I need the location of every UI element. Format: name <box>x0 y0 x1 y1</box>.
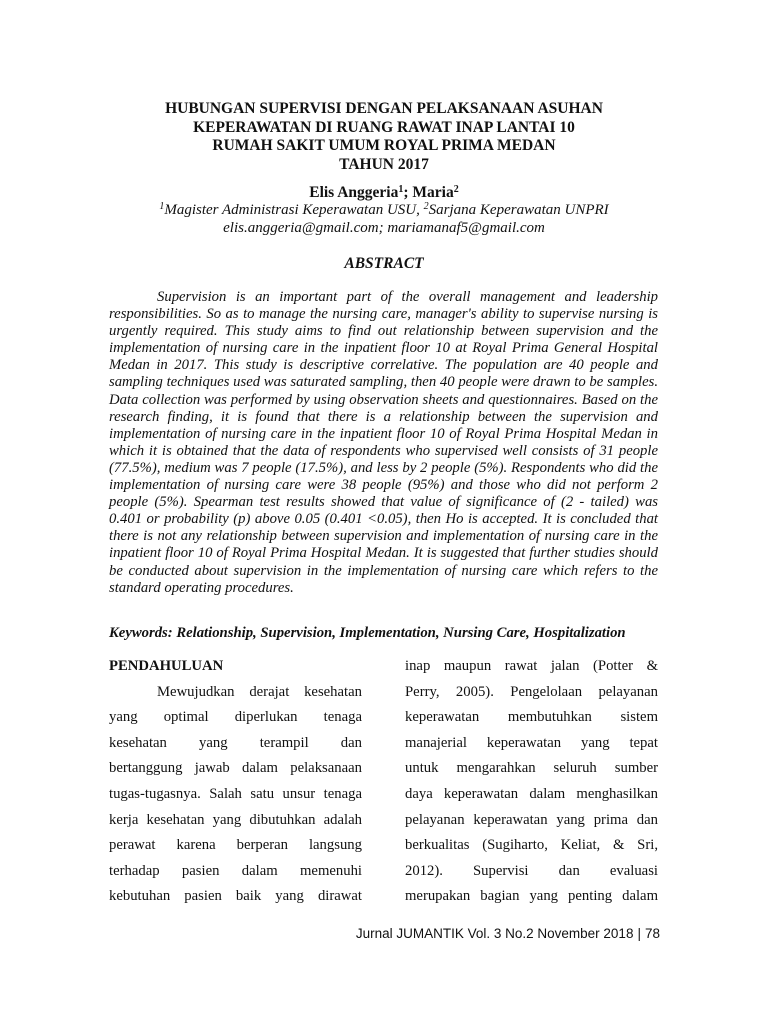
author-1-sup: 1 <box>398 184 404 195</box>
affil-1-sup: 1 <box>159 201 165 212</box>
body-line: yang optimal diperlukan tenaga <box>109 709 362 726</box>
body-line: Perry, 2005). Pengelolaan pelayanan <box>405 683 658 700</box>
body-line: kebutuhan pasien baik yang dirawat <box>109 888 362 905</box>
author-separator: ; <box>403 184 413 201</box>
keywords: Keywords: Relationship, Supervision, Implementation, Nursing Care, Hospitalization <box>109 625 626 641</box>
affiliations <box>90 201 678 237</box>
article-title <box>100 100 668 174</box>
body-line: daya keperawatan dalam menghasilkan <box>405 785 658 802</box>
footer-separator: | <box>637 926 641 941</box>
body-line: perawat karena berperan langsung <box>109 837 362 854</box>
affil-2-sup: 2 <box>423 201 429 212</box>
section-heading-pendahuluan: PENDAHULUAN <box>109 658 224 674</box>
title-line-1: HUBUNGAN SUPERVISI DENGAN PELAKSANAAN ASUHAN <box>165 100 603 117</box>
author-1-name: Elis Anggeria <box>309 184 399 201</box>
page-number: 78 <box>644 926 660 941</box>
affil-1-text: Magister Administrasi Keperawatan USU, <box>164 202 424 218</box>
body-line: inap maupun rawat jalan (Potter & <box>405 658 658 674</box>
body-line: terhadap pasien dalam memenuhi <box>109 862 362 879</box>
author-2-name: Maria <box>412 184 454 201</box>
body-line: kerja kesehatan yang dibutuhkan adalah <box>109 811 362 828</box>
body-line: pelayanan keperawatan yang prima dan <box>405 811 658 828</box>
title-line-2: KEPERAWATAN DI RUANG RAWAT INAP LANTAI 10 <box>193 118 575 136</box>
author-emails: elis.anggeria@gmail.com; mariamanaf5@gmail.com <box>223 220 545 236</box>
title-line-3: RUMAH SAKIT UMUM ROYAL PRIMA MEDAN <box>212 137 556 154</box>
body-line: merupakan bagian yang penting dalam <box>405 888 658 905</box>
footer-journal: Jurnal JUMANTIK Vol. 3 No.2 November 2018 <box>355 926 634 941</box>
body-line: kesehatan yang terampil dan <box>109 734 362 751</box>
left-column <box>109 654 362 910</box>
title-line-4: TAHUN 2017 <box>339 155 429 173</box>
body-line: manajerial keperawatan yang tepat <box>405 734 658 751</box>
author-2-sup: 2 <box>453 184 459 195</box>
affiliation-line <box>90 201 678 219</box>
body-line: berkualitas (Sugiharto, Keliat, & Sri, <box>405 837 658 854</box>
abstract-text: Supervision is an important part of the overall management and leadership responsibilities. So as to manage the nursing care, manager's ability to supervise nursing is urgently required. This study aims to find out relationship between supervision and the implementation of nursing care in the inpatient floor 10 at Royal Prima General Hospital Medan in 2017. This study is descriptive correlative. The population are 40 people and sampling techniques used was saturated sampling, then 40 people were drawn to be samples. Data collection was performed by using observation sheets and questionnaires. Based on the research finding, it is found that there is a relationship between the supervision and implementation of nursing care in the inpatient floor 10 of Royal Prima Hospital Medan in which it is obtained that the data of respondents who supervised well consists of 31 people (77.5%), medium was 7 people (17.5%), and less by 2 people (5%). Respondents who did the implementation of nursing care were 38 people (95%) and those who did not perform 2 people (5%). Spearman test results showed that value of significance of (2 - tailed) was 0.401 or probability (p) above 0.05 (0.401 <0.05), then Ho is accepted. It is concluded that there is not any relationship between supervision and implementation of nursing care in the inpatient floor 10 of Royal Prima Hospital Medan. It is suggested that further studies should be conducted about supervision in the implementation of nursing care which refers to the standard operating procedures. <box>109 289 658 596</box>
body-line: 2012). Supervisi dan evaluasi <box>405 862 658 879</box>
body-line: untuk mengarahkan seluruh sumber <box>405 760 658 777</box>
author-list <box>100 183 668 202</box>
page-footer <box>330 925 660 943</box>
right-column <box>405 654 658 910</box>
abstract-heading: ABSTRACT <box>344 255 424 272</box>
body-line: keperawatan membutuhkan sistem <box>405 709 658 726</box>
body-line: tugas-tugasnya. Salah satu unsur tenaga <box>109 785 362 802</box>
body-line: bertanggung jawab dalam pelaksanaan <box>109 760 362 777</box>
affil-2-text: Sarjana Keperawatan UNPRI <box>428 202 609 218</box>
body-line: Mewujudkan derajat kesehatan <box>157 683 362 700</box>
